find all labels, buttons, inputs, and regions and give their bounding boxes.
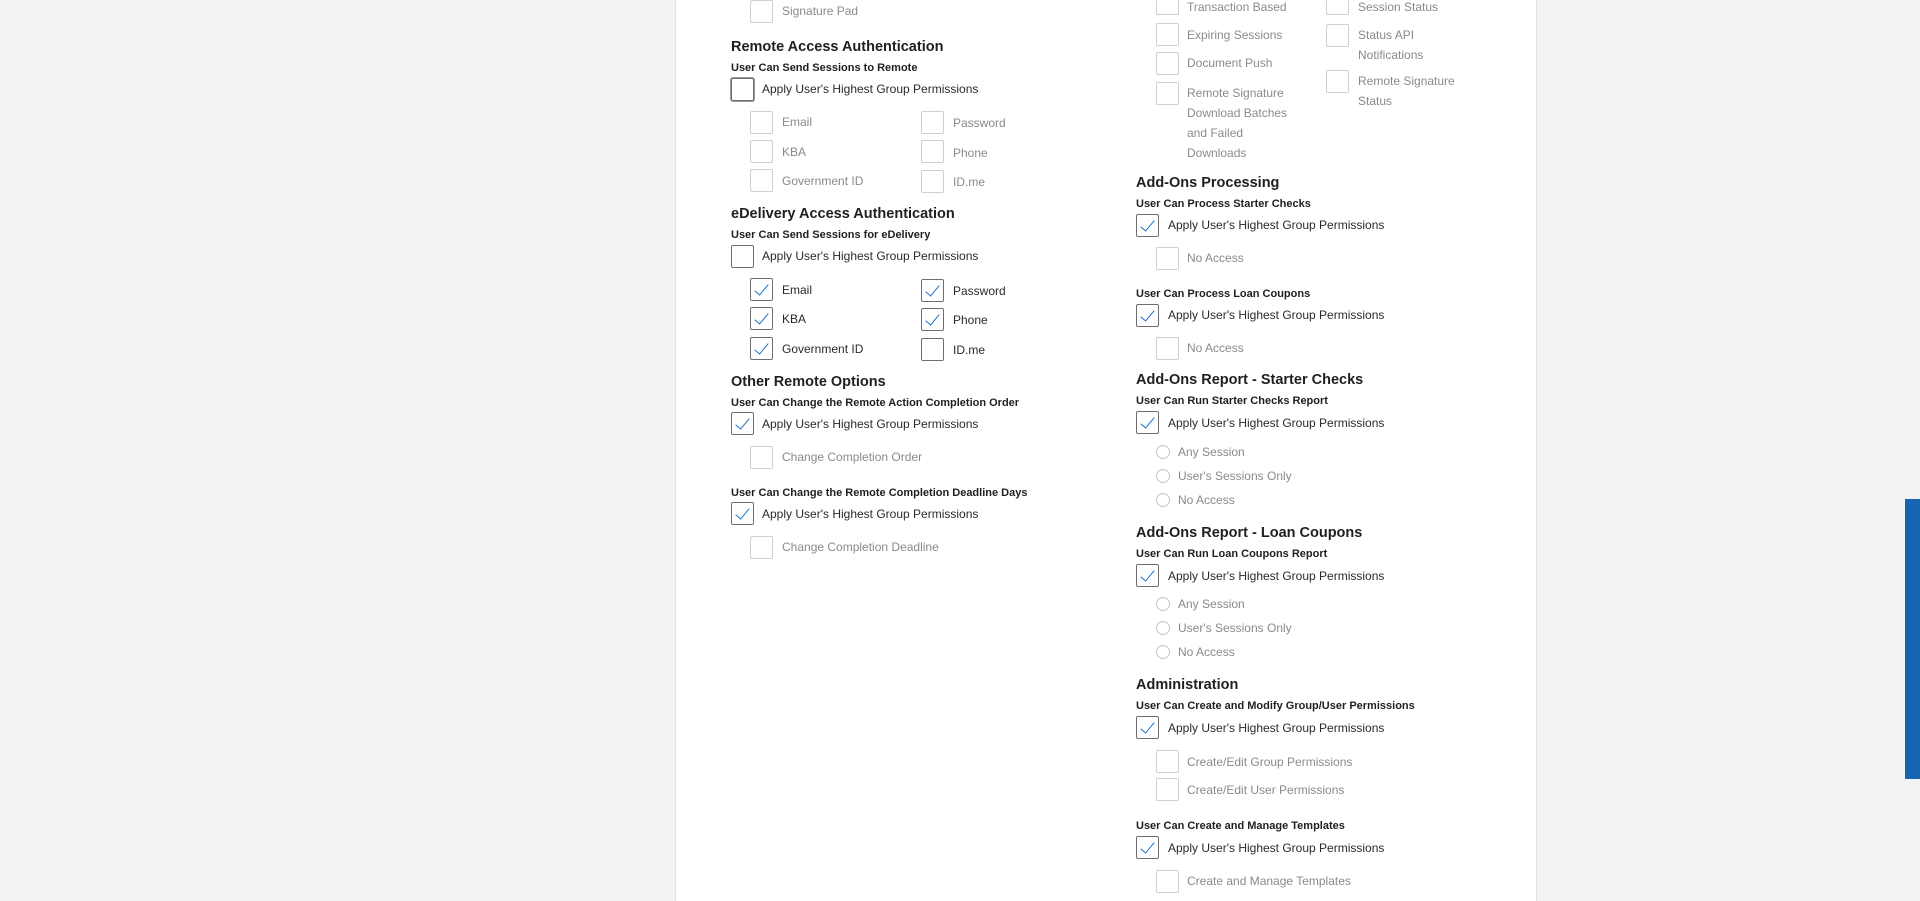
report-starter-apply-label: Apply User's Highest Group Permissions bbox=[1168, 416, 1385, 430]
create-manage-templates-checkbox[interactable] bbox=[1156, 870, 1179, 893]
transaction-based-label: Transaction Based bbox=[1187, 0, 1287, 14]
scrollbar-thumb[interactable] bbox=[1905, 499, 1920, 779]
change-completion-deadline-checkbox[interactable] bbox=[750, 536, 773, 559]
edelivery-email-checkbox[interactable] bbox=[750, 278, 773, 301]
signature-pad-label: Signature Pad bbox=[782, 4, 859, 18]
report-coupons-users-sessions-label: User's Sessions Only bbox=[1178, 621, 1292, 635]
remote-signature-download-checkbox[interactable] bbox=[1156, 82, 1179, 105]
completion-deadline-apply-checkbox[interactable] bbox=[731, 502, 754, 525]
report-starter-no-access-label: No Access bbox=[1178, 493, 1235, 507]
remote-phone-label: Phone bbox=[953, 146, 988, 160]
edelivery-email-label: Email bbox=[782, 283, 813, 297]
edelivery-apply-label: Apply User's Highest Group Permissions bbox=[762, 249, 979, 263]
report-coupons-users-sessions-radio[interactable] bbox=[1156, 621, 1170, 635]
remote-kba-label: KBA bbox=[782, 145, 807, 159]
completion-order-apply-checkbox[interactable] bbox=[731, 412, 754, 435]
create-manage-templates-label: Create and Manage Templates bbox=[1187, 874, 1351, 888]
edelivery-kba-checkbox[interactable] bbox=[750, 307, 773, 330]
document-push-checkbox[interactable] bbox=[1156, 52, 1179, 75]
edelivery-password-checkbox[interactable] bbox=[921, 279, 944, 302]
other-remote-heading: Other Remote Options bbox=[731, 374, 886, 390]
report-coupons-any-session-radio[interactable] bbox=[1156, 597, 1170, 611]
report-coupons-no-access-label: No Access bbox=[1178, 645, 1235, 659]
remote-password-label: Password bbox=[953, 116, 1006, 130]
report-coupons-apply-checkbox[interactable] bbox=[1136, 564, 1159, 587]
starter-checks-apply-label: Apply User's Highest Group Permissions bbox=[1168, 218, 1385, 232]
report-coupons-apply-label: Apply User's Highest Group Permissions bbox=[1168, 569, 1385, 583]
remote-idme-checkbox[interactable] bbox=[921, 170, 944, 193]
edelivery-password-label: Password bbox=[953, 284, 1006, 298]
signature-pad-checkbox[interactable] bbox=[750, 0, 773, 23]
administration-heading: Administration bbox=[1136, 677, 1239, 693]
remote-access-subheading: User Can Send Sessions to Remote bbox=[731, 62, 918, 74]
report-coupons-subheading: User Can Run Loan Coupons Report bbox=[1136, 548, 1328, 560]
loan-coupons-apply-checkbox[interactable] bbox=[1136, 304, 1159, 327]
change-completion-order-label: Change Completion Order bbox=[782, 450, 923, 464]
loan-coupons-subheading: User Can Process Loan Coupons bbox=[1136, 288, 1311, 300]
change-completion-order-checkbox[interactable] bbox=[750, 446, 773, 469]
remote-government-id-checkbox[interactable] bbox=[750, 169, 773, 192]
expiring-sessions-label: Expiring Sessions bbox=[1187, 28, 1283, 42]
edelivery-idme-checkbox[interactable] bbox=[921, 338, 944, 361]
edelivery-government-id-label: Government ID bbox=[782, 342, 864, 356]
remote-kba-checkbox[interactable] bbox=[750, 140, 773, 163]
report-starter-no-access-radio[interactable] bbox=[1156, 493, 1170, 507]
loan-coupons-no-access-checkbox[interactable] bbox=[1156, 337, 1179, 360]
completion-order-subheading: User Can Change the Remote Action Completion Order bbox=[731, 397, 1020, 409]
status-api-label: Status API Notifications bbox=[1358, 28, 1424, 62]
create-edit-group-checkbox[interactable] bbox=[1156, 750, 1179, 773]
starter-checks-no-access-label: No Access bbox=[1187, 251, 1244, 265]
remote-email-checkbox[interactable] bbox=[750, 111, 773, 134]
transaction-based-checkbox[interactable] bbox=[1156, 0, 1179, 15]
templates-subheading: User Can Create and Manage Templates bbox=[1136, 820, 1345, 832]
edelivery-phone-checkbox[interactable] bbox=[921, 308, 944, 331]
create-edit-user-label: Create/Edit User Permissions bbox=[1187, 783, 1345, 797]
edelivery-idme-label: ID.me bbox=[953, 343, 986, 357]
remote-access-heading: Remote Access Authentication bbox=[731, 39, 944, 55]
completion-deadline-apply-label: Apply User's Highest Group Permissions bbox=[762, 507, 979, 521]
create-edit-group-label: Create/Edit Group Permissions bbox=[1187, 755, 1353, 769]
report-coupons-heading: Add-Ons Report - Loan Coupons bbox=[1136, 525, 1363, 541]
change-completion-deadline-label: Change Completion Deadline bbox=[782, 540, 939, 554]
permissions-apply-label: Apply User's Highest Group Permissions bbox=[1168, 721, 1385, 735]
edelivery-apply-checkbox[interactable] bbox=[731, 245, 754, 268]
status-api-checkbox[interactable] bbox=[1326, 24, 1349, 47]
remote-password-checkbox[interactable] bbox=[921, 111, 944, 134]
edelivery-subheading: User Can Send Sessions for eDelivery bbox=[731, 229, 931, 241]
completion-order-apply-label: Apply User's Highest Group Permissions bbox=[762, 417, 979, 431]
starter-checks-subheading: User Can Process Starter Checks bbox=[1136, 198, 1311, 210]
report-starter-heading: Add-Ons Report - Starter Checks bbox=[1136, 372, 1364, 388]
report-starter-subheading: User Can Run Starter Checks Report bbox=[1136, 395, 1328, 407]
templates-apply-checkbox[interactable] bbox=[1136, 836, 1159, 859]
starter-checks-apply-checkbox[interactable] bbox=[1136, 214, 1159, 237]
expiring-sessions-checkbox[interactable] bbox=[1156, 23, 1179, 46]
report-starter-apply-checkbox[interactable] bbox=[1136, 411, 1159, 434]
report-coupons-any-session-label: Any Session bbox=[1178, 597, 1245, 611]
completion-deadline-subheading: User Can Change the Remote Completion Deadline Days bbox=[731, 487, 1028, 499]
remote-signature-download-label: Remote Signature Download Batches and Failed Downloads bbox=[1187, 86, 1288, 160]
remote-signature-status-label: Remote Signature Status bbox=[1358, 74, 1455, 108]
edelivery-kba-label: KBA bbox=[782, 312, 807, 326]
remote-access-apply-checkbox[interactable] bbox=[731, 78, 754, 101]
edelivery-government-id-checkbox[interactable] bbox=[750, 337, 773, 360]
remote-government-id-label: Government ID bbox=[782, 174, 864, 188]
remote-idme-label: ID.me bbox=[953, 175, 986, 189]
document-push-label: Document Push bbox=[1187, 56, 1273, 70]
permissions-subheading: User Can Create and Modify Group/User Permissions bbox=[1136, 700, 1415, 712]
report-starter-any-session-label: Any Session bbox=[1178, 445, 1245, 459]
templates-apply-label: Apply User's Highest Group Permissions bbox=[1168, 841, 1385, 855]
report-starter-any-session-radio[interactable] bbox=[1156, 445, 1170, 459]
remote-email-label: Email bbox=[782, 115, 813, 129]
session-status-label: Session Status bbox=[1358, 0, 1439, 14]
permissions-apply-checkbox[interactable] bbox=[1136, 716, 1159, 739]
remote-signature-status-checkbox[interactable] bbox=[1326, 70, 1349, 93]
report-starter-users-sessions-label: User's Sessions Only bbox=[1178, 469, 1292, 483]
remote-phone-checkbox[interactable] bbox=[921, 140, 944, 163]
session-status-checkbox[interactable] bbox=[1326, 0, 1349, 15]
loan-coupons-no-access-label: No Access bbox=[1187, 341, 1244, 355]
remote-access-apply-label: Apply User's Highest Group Permissions bbox=[762, 82, 979, 96]
starter-checks-no-access-checkbox[interactable] bbox=[1156, 247, 1179, 270]
edelivery-heading: eDelivery Access Authentication bbox=[731, 206, 955, 222]
report-starter-users-sessions-radio[interactable] bbox=[1156, 469, 1170, 483]
loan-coupons-apply-label: Apply User's Highest Group Permissions bbox=[1168, 308, 1385, 322]
addons-processing-heading: Add-Ons Processing bbox=[1136, 175, 1280, 191]
create-edit-user-checkbox[interactable] bbox=[1156, 778, 1179, 801]
edelivery-phone-label: Phone bbox=[953, 313, 988, 327]
report-coupons-no-access-radio[interactable] bbox=[1156, 645, 1170, 659]
